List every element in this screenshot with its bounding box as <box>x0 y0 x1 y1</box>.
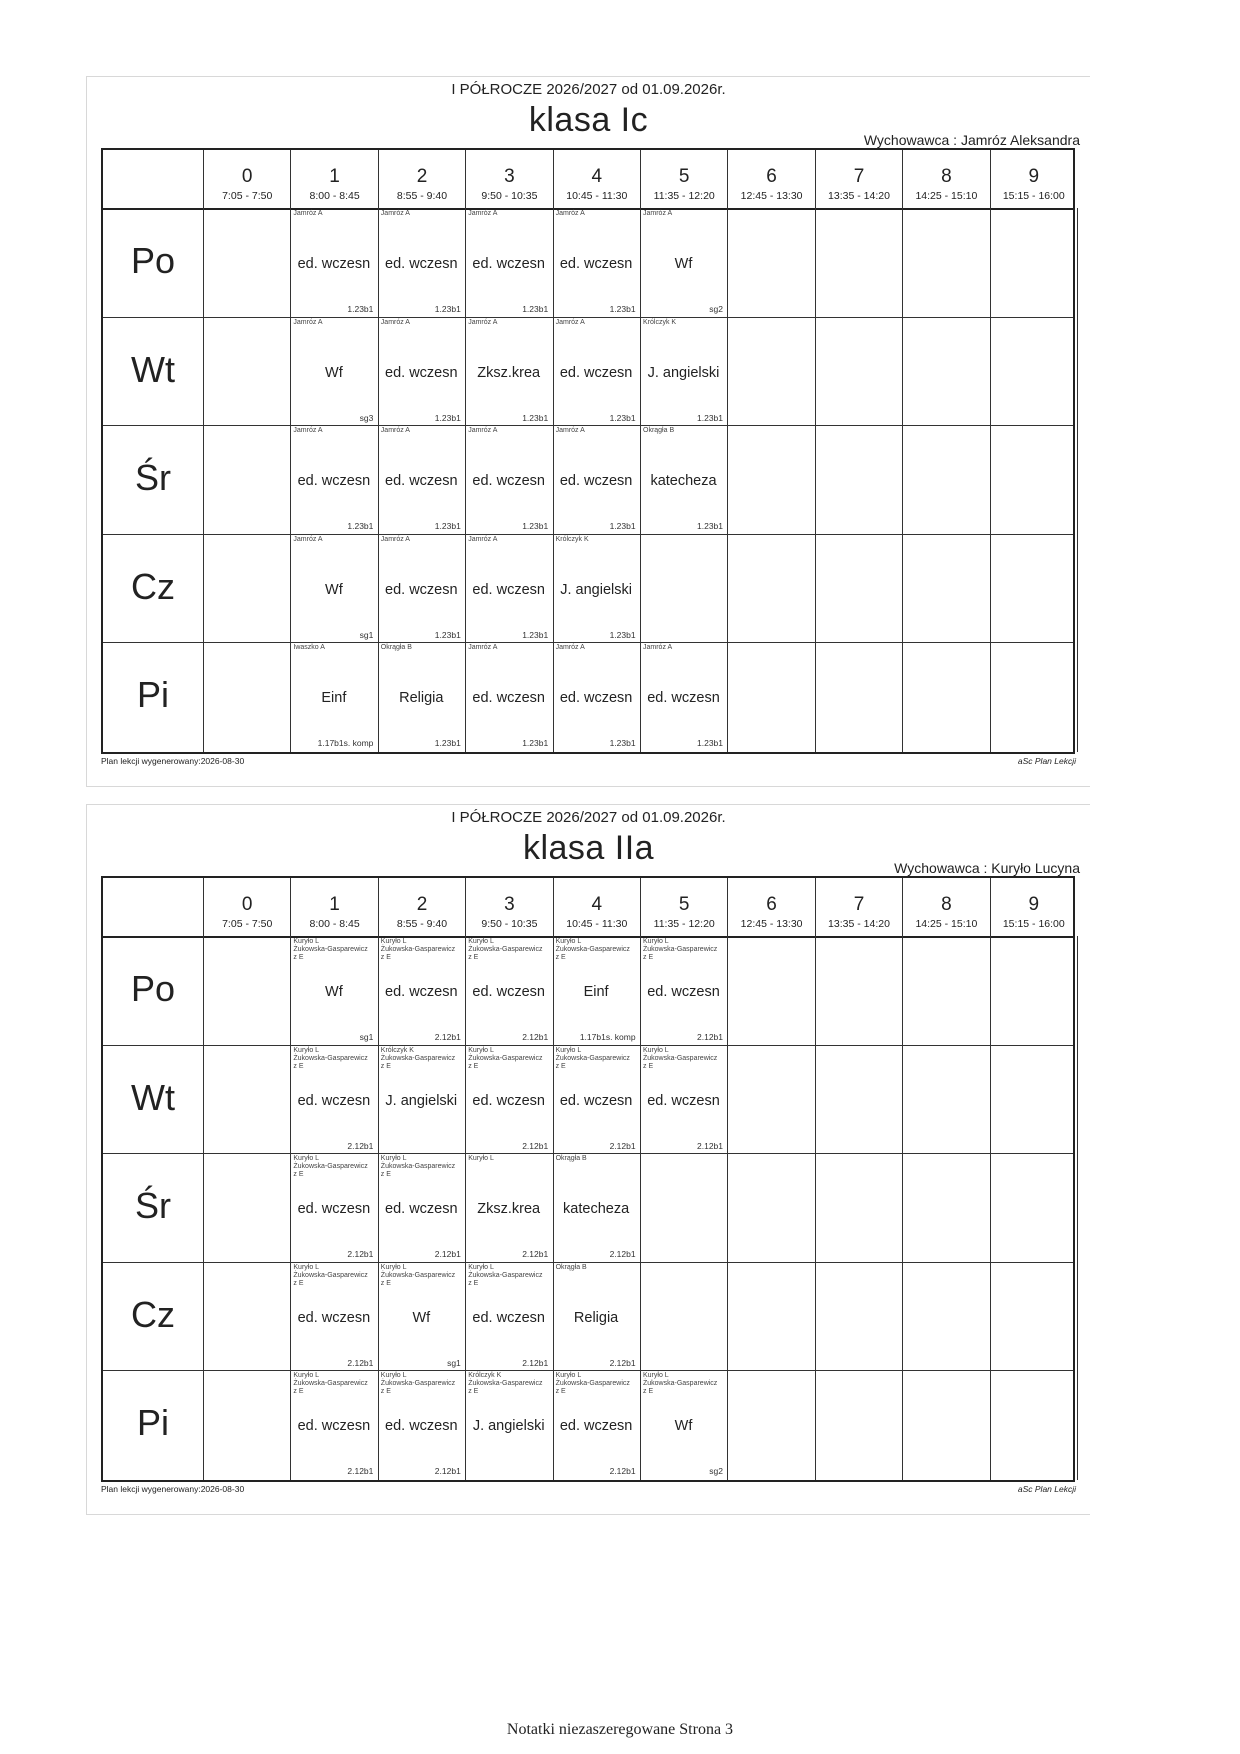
lesson-cell <box>290 208 377 316</box>
period-time: 13:35 - 14:20 <box>828 918 890 930</box>
lesson-room: 1.23b1 <box>609 412 636 423</box>
timetable-grid <box>101 876 1075 1482</box>
day-label: Śr <box>135 1185 171 1227</box>
lesson-room: 2.12b1 <box>347 1357 374 1368</box>
lesson-subject: J. angielski <box>385 1092 458 1109</box>
day-label: Wt <box>131 348 175 390</box>
lesson-subject: ed. wczesn <box>647 984 720 1000</box>
lesson-cell <box>553 534 640 642</box>
lesson-teacher: Jamróz A <box>555 210 585 217</box>
lesson-room: 1.23b1 <box>697 738 723 749</box>
lesson-room: 2.12b1 <box>522 1249 549 1260</box>
day-label: Śr <box>135 457 171 499</box>
period-time: 9:50 - 10:35 <box>481 190 538 202</box>
lesson-cell <box>290 1045 377 1153</box>
timetable-grid <box>101 148 1075 754</box>
lesson-room: 1.23b1 <box>434 412 461 423</box>
lesson-cell <box>465 208 552 316</box>
lesson-teacher: Kuryło L Żukowska-Gasparewicz z E <box>468 1263 543 1287</box>
period-number: 3 <box>504 166 515 187</box>
lesson-room: 1.23b1 <box>434 738 461 749</box>
lesson-teacher: Jamróz A <box>468 644 498 652</box>
lesson-room: 1.23b1 <box>609 629 636 640</box>
lesson-room: 2.12b1 <box>609 1140 636 1151</box>
period-time: 8:55 - 9:40 <box>396 918 448 930</box>
period-time: 14:25 - 15:10 <box>915 190 978 202</box>
period-number: 9 <box>1028 166 1040 187</box>
lesson-teacher: Kuryło L Żukowska-Gasparewicz z E <box>468 1046 543 1070</box>
lesson-cell <box>378 1153 465 1261</box>
lesson-teacher: Jamróz A <box>555 427 585 435</box>
period-time: 8:55 - 9:40 <box>396 190 448 202</box>
day-label: Wt <box>131 1076 175 1118</box>
page-footer: Notatki niezaszeregowane Strona 3 <box>506 1721 734 1738</box>
lesson-teacher: Okrągła B <box>643 427 675 435</box>
period-header <box>990 878 1077 936</box>
lesson-cell <box>553 317 640 425</box>
lesson-cell <box>378 1262 465 1370</box>
class-name: klasa IIa <box>522 829 655 867</box>
lesson-cell <box>553 1153 640 1261</box>
lesson-subject: ed. wczesn <box>559 364 633 381</box>
lesson-cell <box>553 208 640 316</box>
lesson-teacher: Jamróz A <box>468 210 498 217</box>
period-number: 5 <box>678 894 690 915</box>
lesson-subject: J. angielski <box>472 1418 545 1435</box>
lesson-teacher: Kuryło L Żukowska-Gasparewicz z E <box>555 938 630 961</box>
lesson-subject: ed. wczesn <box>385 984 458 1000</box>
period-time: 7:05 - 7:50 <box>222 190 273 202</box>
software-credit: aSc Plan Lekcji <box>1017 1484 1076 1494</box>
lesson-subject: Einf <box>321 690 347 707</box>
column-divider <box>815 208 816 752</box>
period-header <box>553 150 640 208</box>
lesson-subject: ed. wczesn <box>385 1201 458 1218</box>
period-time: 13:35 - 14:20 <box>828 190 890 202</box>
period-time: 15:15 - 16:00 <box>1002 190 1065 202</box>
lesson-teacher: Królczyk K Żukowska-Gasparewicz z E <box>468 1372 543 1396</box>
lesson-cell <box>378 642 465 750</box>
lesson-subject: ed. wczesn <box>472 1309 545 1326</box>
day-label: Cz <box>131 565 175 607</box>
column-divider <box>727 936 728 1480</box>
lesson-cell <box>378 208 465 316</box>
period-header <box>640 878 727 936</box>
lesson-subject: ed. wczesn <box>559 1418 633 1435</box>
software-credit: aSc Plan Lekcji <box>1017 756 1076 766</box>
column-divider <box>902 208 903 752</box>
lesson-cell <box>290 1370 377 1478</box>
period-header <box>727 150 814 208</box>
lesson-subject: ed. wczesn <box>472 256 545 272</box>
lesson-room: 2.12b1 <box>522 1357 549 1368</box>
period-time: 11:35 - 12:20 <box>653 918 715 930</box>
lesson-room: 2.12b1 <box>522 1032 549 1042</box>
lesson-room: 2.12b1 <box>434 1249 461 1260</box>
lesson-cell <box>553 936 640 1044</box>
lesson-teacher: Kuryło L Żukowska-Gasparewicz z E <box>293 938 368 961</box>
lesson-teacher: Kuryło L Żukowska-Gasparewicz z E <box>643 1372 718 1396</box>
lesson-cell <box>290 1262 377 1370</box>
semester-title: I PÓŁROCZE 2026/2027 od 01.09.2026r. <box>451 809 726 826</box>
lesson-cell <box>378 1370 465 1478</box>
column-divider <box>1077 208 1078 752</box>
lesson-subject: ed. wczesn <box>297 1309 371 1326</box>
lesson-cell <box>640 208 727 316</box>
lesson-cell <box>640 936 727 1044</box>
period-header <box>815 878 902 936</box>
lesson-subject: Einf <box>583 984 609 1000</box>
lesson-teacher: Jamróz A <box>468 318 498 326</box>
lesson-teacher: Okrągła B <box>555 1155 587 1163</box>
lesson-room: 1.23b1 <box>434 629 461 640</box>
period-header <box>290 878 377 936</box>
column-divider <box>1077 936 1078 1480</box>
period-number: 1 <box>329 166 340 187</box>
generated-date: Plan lekcji wygenerowany:2026-08-30 <box>101 756 245 766</box>
lesson-cell <box>640 642 727 750</box>
lesson-room: 2.12b1 <box>609 1357 636 1368</box>
column-divider <box>203 936 204 1480</box>
lesson-subject: ed. wczesn <box>559 473 633 490</box>
lesson-teacher: Jamróz A <box>555 644 585 652</box>
lesson-teacher: Kuryło L Żukowska-Gasparewicz z E <box>293 1263 368 1287</box>
period-header <box>902 878 989 936</box>
lesson-cell <box>290 425 377 533</box>
lesson-subject: ed. wczesn <box>297 256 371 272</box>
lesson-teacher: Jamróz A <box>293 535 323 543</box>
period-number: 1 <box>329 894 340 915</box>
lesson-cell <box>378 1045 465 1153</box>
lesson-room: 1.23b1 <box>609 738 636 749</box>
period-time: 8:00 - 8:45 <box>309 190 360 202</box>
period-number: 2 <box>416 894 428 915</box>
lesson-cell <box>465 1262 552 1370</box>
lesson-subject: ed. wczesn <box>385 473 458 490</box>
lesson-teacher: Kuryło L Żukowska-Gasparewicz z E <box>643 1046 718 1070</box>
lesson-teacher: Jamróz A <box>293 427 323 435</box>
lesson-cell <box>290 534 377 642</box>
lesson-teacher: Jamróz A <box>468 427 498 435</box>
lesson-room: sg1 <box>359 1032 374 1042</box>
lesson-subject: J. angielski <box>647 364 720 381</box>
lesson-subject: ed. wczesn <box>472 690 545 707</box>
lesson-subject: ed. wczesn <box>647 690 720 707</box>
lesson-room: sg3 <box>359 412 374 423</box>
lesson-subject: Wf <box>325 581 343 598</box>
period-number: 9 <box>1028 894 1040 915</box>
lesson-room: 2.12b1 <box>609 1466 636 1477</box>
lesson-room: 1.23b1 <box>522 738 549 749</box>
period-time: 7:05 - 7:50 <box>222 918 273 930</box>
lesson-cell <box>290 1153 377 1261</box>
lesson-room: 2.12b1 <box>522 1140 549 1151</box>
period-time: 15:15 - 16:00 <box>1002 918 1065 930</box>
period-number: 2 <box>416 166 428 187</box>
lesson-room: 1.17b1s. komp <box>317 738 374 749</box>
lesson-cell <box>640 425 727 533</box>
period-number: 5 <box>678 166 690 187</box>
lesson-subject: Wf <box>674 256 693 272</box>
lesson-teacher: Jamróz A <box>643 210 673 217</box>
lesson-room: 2.12b1 <box>434 1032 461 1042</box>
lesson-cell <box>465 642 552 750</box>
lesson-cell <box>553 642 640 750</box>
timetable-iia <box>86 804 1090 1515</box>
lesson-room: sg2 <box>709 304 723 314</box>
column-divider <box>990 208 991 752</box>
column-divider <box>990 936 991 1480</box>
lesson-cell <box>290 936 377 1044</box>
lesson-teacher: Kuryło L Żukowska-Gasparewicz z E <box>293 1372 368 1396</box>
period-number: 3 <box>504 894 515 915</box>
lesson-room: 2.12b1 <box>347 1249 374 1260</box>
lesson-teacher: Kuryło L Żukowska-Gasparewicz z E <box>468 938 543 961</box>
period-header <box>203 150 290 208</box>
lesson-teacher: Kuryło L Żukowska-Gasparewicz z E <box>555 1372 630 1396</box>
day-label: Pi <box>136 1402 169 1444</box>
class-teacher: Wychowawca : Jamróz Aleksandra <box>863 132 1080 148</box>
lesson-subject: Religia <box>399 690 444 707</box>
lesson-subject: ed. wczesn <box>385 1418 458 1435</box>
column-divider <box>902 936 903 1480</box>
lesson-subject: ed. wczesn <box>385 256 458 272</box>
period-time: 8:00 - 8:45 <box>309 918 360 930</box>
class-name: klasa Ic <box>528 101 649 139</box>
lesson-cell <box>465 534 552 642</box>
lesson-cell <box>640 1045 727 1153</box>
lesson-subject: ed. wczesn <box>472 473 545 490</box>
lesson-cell <box>553 1370 640 1478</box>
lesson-room: 1.23b1 <box>434 304 461 314</box>
lesson-room: 2.12b1 <box>347 1466 374 1477</box>
lesson-subject: ed. wczesn <box>297 1201 371 1218</box>
lesson-teacher: Kuryło L Żukowska-Gasparewicz z E <box>293 1046 368 1070</box>
period-time: 12:45 - 13:30 <box>740 918 803 930</box>
semester-title: I PÓŁROCZE 2026/2027 od 01.09.2026r. <box>451 81 726 98</box>
lesson-teacher: Kuryło L Żukowska-Gasparewicz z E <box>555 1046 630 1070</box>
period-number: 0 <box>241 894 253 915</box>
class-teacher: Wychowawca : Kuryło Lucyna <box>894 860 1080 876</box>
lesson-room: 1.23b1 <box>522 412 549 423</box>
period-time: 9:50 - 10:35 <box>481 918 538 930</box>
lesson-cell <box>553 1262 640 1370</box>
period-header <box>290 150 377 208</box>
lesson-teacher: Jamróz A <box>468 535 498 543</box>
period-header <box>553 878 640 936</box>
lesson-room: sg2 <box>709 1466 723 1477</box>
lesson-teacher: Kuryło L Żukowska-Gasparewicz z E <box>643 938 718 961</box>
lesson-room: 1.17b1s. komp <box>579 1032 636 1042</box>
lesson-room: sg1 <box>359 629 374 640</box>
lesson-room: 1.23b1 <box>609 521 636 532</box>
lesson-cell <box>465 1370 552 1478</box>
lesson-room: 1.23b1 <box>522 629 549 640</box>
lesson-subject: ed. wczesn <box>647 1092 720 1109</box>
lesson-teacher: Jamróz A <box>380 535 410 543</box>
timetable-ic <box>86 76 1090 787</box>
lesson-room: 1.23b1 <box>609 304 636 314</box>
lesson-room: 1.23b1 <box>697 412 723 423</box>
period-header <box>727 878 814 936</box>
lesson-subject: ed. wczesn <box>297 473 371 490</box>
lesson-cell <box>465 317 552 425</box>
lesson-cell <box>378 317 465 425</box>
lesson-cell <box>290 317 377 425</box>
lesson-room: 1.23b1 <box>434 521 461 532</box>
lesson-cell <box>378 425 465 533</box>
lesson-room: sg1 <box>447 1357 461 1368</box>
lesson-subject: ed. wczesn <box>472 984 545 1000</box>
period-number: 7 <box>853 166 865 187</box>
lesson-subject: ed. wczesn <box>472 581 545 598</box>
lesson-subject: ed. wczesn <box>472 1092 545 1109</box>
lesson-teacher: Kuryło L Żukowska-Gasparewicz z E <box>293 1155 368 1179</box>
lesson-cell <box>378 936 465 1044</box>
period-number: 8 <box>941 166 952 187</box>
period-header <box>203 878 290 936</box>
day-label: Po <box>130 968 176 1009</box>
lesson-cell <box>290 642 377 750</box>
lesson-cell <box>553 1045 640 1153</box>
period-number: 4 <box>591 894 603 915</box>
period-header <box>990 150 1077 208</box>
day-label: Pi <box>136 674 169 716</box>
lesson-teacher: Okrągła B <box>380 644 412 652</box>
period-number: 4 <box>591 166 603 187</box>
lesson-cell <box>640 317 727 425</box>
period-number: 6 <box>766 166 777 187</box>
column-divider <box>203 208 204 752</box>
period-time: 10:45 - 11:30 <box>566 190 628 202</box>
lesson-subject: ed. wczesn <box>559 690 633 707</box>
lesson-subject: Wf <box>674 1418 693 1435</box>
period-header <box>378 150 465 208</box>
lesson-subject: Wf <box>325 984 343 1000</box>
lesson-teacher: Kuryło L Żukowska-Gasparewicz z E <box>380 1155 456 1179</box>
period-time: 12:45 - 13:30 <box>740 190 803 202</box>
lesson-subject: katecheza <box>563 1201 630 1218</box>
period-header <box>815 150 902 208</box>
period-time: 14:25 - 15:10 <box>915 918 978 930</box>
lesson-cell <box>465 1153 552 1261</box>
generated-date: Plan lekcji wygenerowany:2026-08-30 <box>101 1484 245 1494</box>
lesson-subject: ed. wczesn <box>297 1418 371 1435</box>
lesson-subject: Wf <box>325 364 343 381</box>
period-header <box>902 150 989 208</box>
lesson-room: 1.23b1 <box>347 521 374 532</box>
lesson-cell <box>465 425 552 533</box>
lesson-subject: ed. wczesn <box>385 364 458 381</box>
lesson-teacher: Kuryło L Żukowska-Gasparewicz z E <box>380 938 456 961</box>
period-number: 0 <box>241 166 253 187</box>
lesson-teacher: Królczyk K <box>555 535 589 543</box>
lesson-room: 1.23b1 <box>347 304 374 314</box>
period-header <box>640 150 727 208</box>
lesson-subject: Zksz.krea <box>477 1201 541 1218</box>
period-header <box>378 878 465 936</box>
lesson-teacher: Jamróz A <box>293 210 323 217</box>
lesson-teacher: Królczyk K <box>643 318 677 326</box>
lesson-subject: ed. wczesn <box>559 1092 633 1109</box>
lesson-room: 1.23b1 <box>522 304 549 314</box>
lesson-teacher: Kuryło L Żukowska-Gasparewicz z E <box>380 1263 456 1287</box>
lesson-teacher: Jamróz A <box>643 644 673 652</box>
lesson-room: 2.12b1 <box>697 1140 723 1151</box>
lesson-subject: ed. wczesn <box>559 256 633 272</box>
lesson-teacher: Jamróz A <box>380 427 410 435</box>
lesson-subject: ed. wczesn <box>297 1092 371 1109</box>
lesson-teacher: Jamróz A <box>380 318 410 326</box>
lesson-subject: katecheza <box>650 473 717 490</box>
period-header <box>465 150 552 208</box>
lesson-subject: Wf <box>412 1309 431 1326</box>
period-time: 11:35 - 12:20 <box>653 190 715 202</box>
day-label: Cz <box>131 1293 175 1335</box>
lesson-cell <box>640 1370 727 1478</box>
column-divider <box>727 208 728 752</box>
period-number: 6 <box>766 894 777 915</box>
lesson-teacher: Jamróz A <box>380 210 410 217</box>
lesson-cell <box>465 1045 552 1153</box>
lesson-subject: ed. wczesn <box>385 581 458 598</box>
period-time: 10:45 - 11:30 <box>566 918 628 930</box>
period-header <box>465 878 552 936</box>
lesson-room: 2.12b1 <box>347 1140 374 1151</box>
lesson-teacher: Jamróz A <box>293 318 323 326</box>
period-number: 7 <box>853 894 865 915</box>
lesson-subject: Zksz.krea <box>477 364 541 381</box>
lesson-teacher: Kuryło L <box>468 1155 494 1163</box>
lesson-room: 1.23b1 <box>522 521 549 532</box>
lesson-room: 2.12b1 <box>697 1032 723 1042</box>
lesson-teacher: Jamróz A <box>555 318 585 326</box>
lesson-cell <box>378 534 465 642</box>
lesson-cell <box>465 936 552 1044</box>
lesson-room: 2.12b1 <box>434 1466 461 1477</box>
lesson-teacher: Iwaszko A <box>293 644 325 652</box>
column-divider <box>815 936 816 1480</box>
lesson-teacher: Kuryło L Żukowska-Gasparewicz z E <box>380 1372 456 1396</box>
lesson-cell <box>553 425 640 533</box>
lesson-room: 1.23b1 <box>697 521 723 532</box>
day-label: Po <box>130 240 176 281</box>
lesson-teacher: Okrągła B <box>555 1263 587 1271</box>
lesson-subject: J. angielski <box>560 581 632 598</box>
lesson-subject: Religia <box>573 1309 619 1326</box>
period-number: 8 <box>941 894 952 915</box>
lesson-teacher: Królczyk K Żukowska-Gasparewicz z E <box>380 1046 456 1070</box>
lesson-room: 2.12b1 <box>609 1249 636 1260</box>
